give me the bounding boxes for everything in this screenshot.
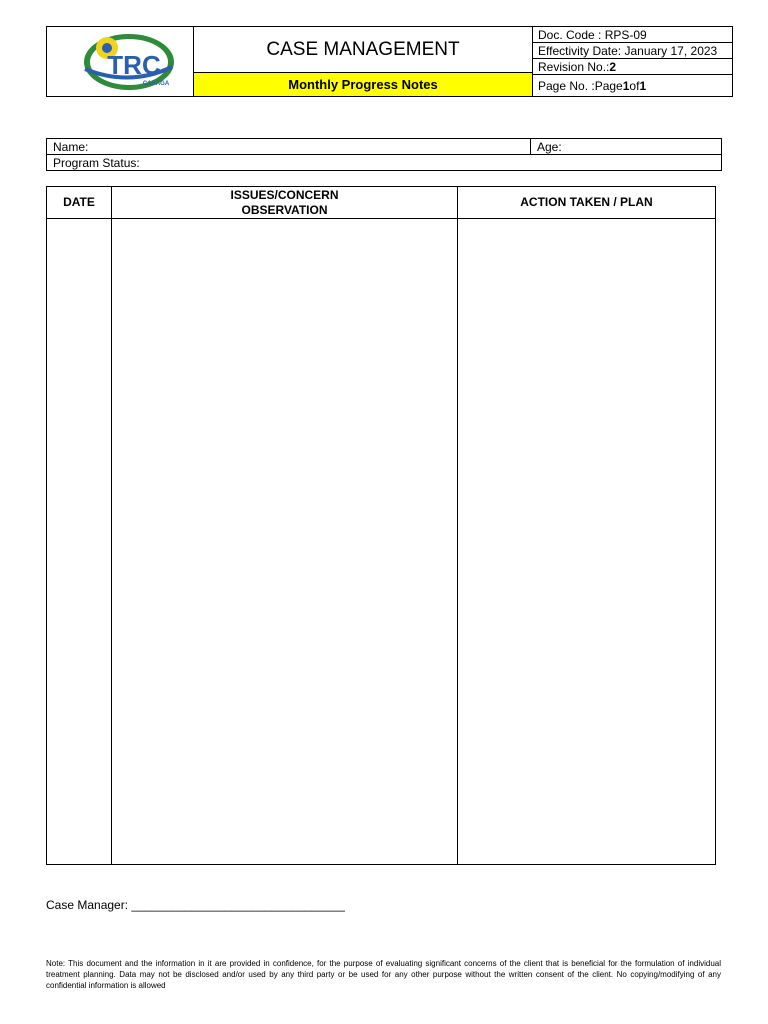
- effectivity-date: Effectivity Date: January 17, 2023: [533, 43, 732, 59]
- page-current: 1: [622, 78, 630, 93]
- program-status-label: Program Status:: [53, 155, 140, 170]
- logo-cell: [47, 27, 194, 96]
- column-header-issues: ISSUES/CONCERN OBSERVATION: [230, 187, 339, 217]
- page-number: [533, 75, 732, 96]
- client-info-table: [46, 138, 722, 171]
- progress-notes-table: [46, 186, 716, 865]
- program-status-field[interactable]: [47, 155, 721, 170]
- logo-subtext: CARAGA: [142, 81, 170, 87]
- revision-number: [533, 59, 732, 75]
- column-header-action: ACTION TAKEN / PLAN: [520, 195, 653, 209]
- issues-cell[interactable]: [112, 219, 457, 864]
- revision-value: 2: [609, 59, 617, 74]
- document-title: CASE MANAGEMENT: [194, 27, 533, 73]
- page-of: of: [629, 78, 640, 93]
- name-label: Name:: [53, 139, 89, 154]
- date-cell[interactable]: [47, 219, 111, 864]
- page-label: Page No. :Page: [538, 78, 623, 93]
- document-header: [46, 26, 733, 97]
- column-header-date: DATE: [63, 195, 95, 209]
- confidentiality-note: Note: This document and the information in it are provided in confidence, for the purpose of evaluating significant concerns of the client that is beneficial for the formulation of individual treatment planning. Data may not be disclosed and/or used by any third party or be used for any other purpose without the written consent of the client. No copying/modifying of any confidential information is allowed: [46, 959, 721, 990]
- revision-label: Revision No.:: [538, 59, 610, 74]
- page-total: 1: [639, 78, 647, 93]
- case-manager-signature-line[interactable]: Case Manager: ________________________________: [46, 898, 345, 912]
- age-label: Age:: [537, 139, 562, 154]
- document-subtitle: Monthly Progress Notes: [194, 73, 533, 96]
- name-field[interactable]: [47, 139, 531, 155]
- action-cell[interactable]: [458, 219, 715, 864]
- logo-text: TRC: [107, 50, 161, 80]
- doc-code: Doc. Code : RPS-09: [533, 27, 732, 43]
- organization-logo: [47, 27, 194, 96]
- age-field[interactable]: [531, 139, 721, 155]
